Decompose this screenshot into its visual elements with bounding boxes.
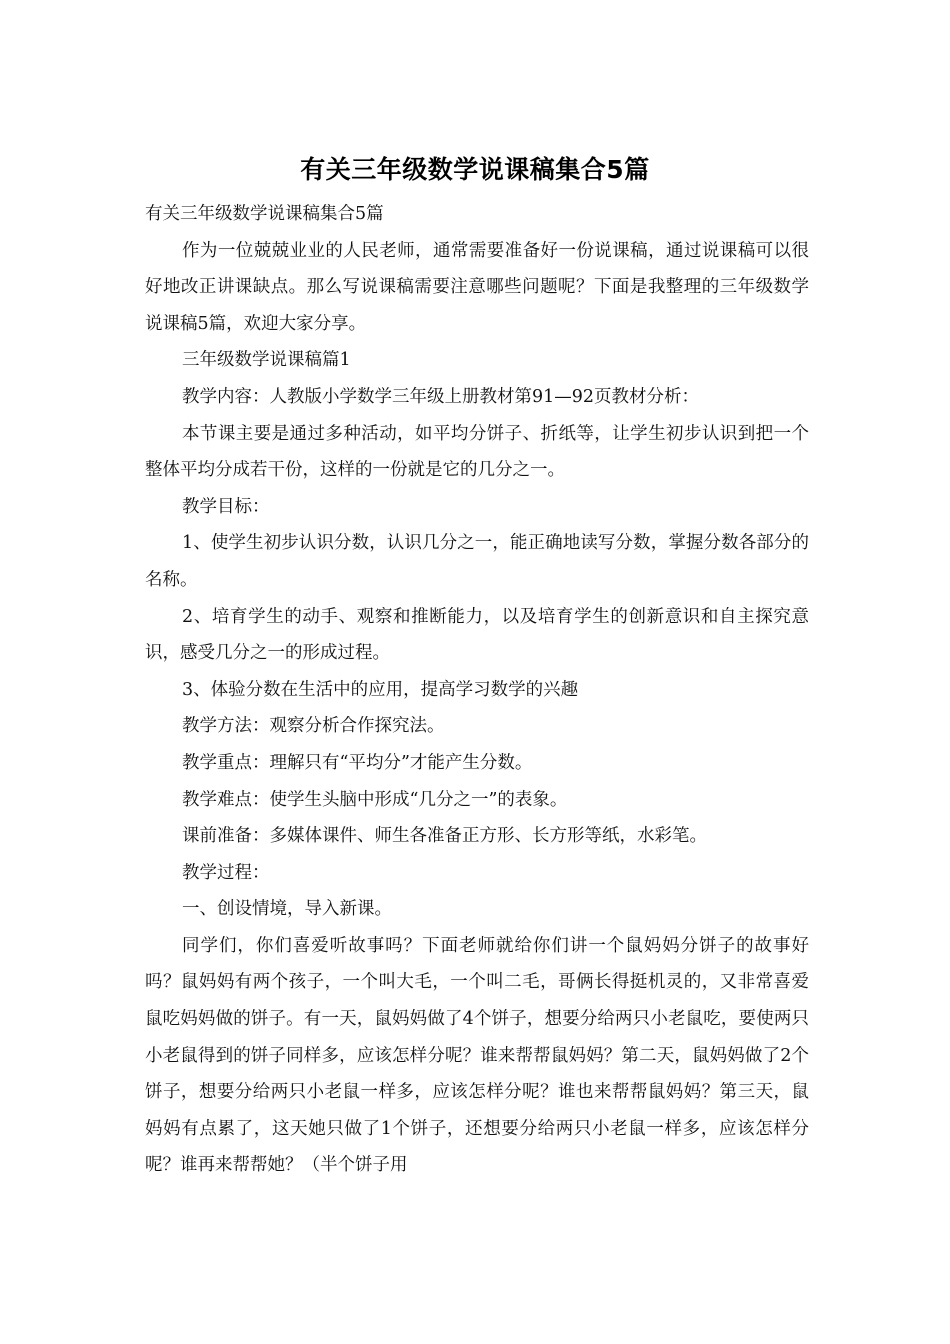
- teaching-method: 教学方法：观察分析合作探究法。: [182, 716, 445, 737]
- teaching-difficulty: 教学难点：使学生头脑中形成“几分之一”的表象。: [182, 789, 568, 810]
- goal-item-1: 1、使学生初步认识分数，认识几分之一，能正确地读写分数，掌握分数各部分的名称。: [145, 533, 809, 590]
- process-heading: 教学过程：: [182, 862, 270, 883]
- goals-heading: 教学目标：: [182, 496, 270, 517]
- subtitle-paragraph: 有关三年级数学说课稿集合5篇: [145, 204, 384, 224]
- section-heading: 三年级数学说课稿篇1: [182, 350, 351, 371]
- step-1-heading: 一、创设情境，导入新课。: [182, 899, 392, 920]
- story-paragraph: 同学们，你们喜爱听故事吗？下面老师就给你们讲一个鼠妈妈分饼子的故事好吗？鼠妈妈有两个孩子，一个叫大毛，一个叫二毛，哥俩长得挺机灵的，又非常喜爱鼠吃妈妈做的饼子。有一天，鼠妈妈做了4个饼子，想要分给两只小老鼠吃，要使两只小老鼠得到的饼子同样多，应该怎样分呢？谁来帮帮鼠妈妈？第二天，鼠妈妈做了2个饼子，想要分给两只小老鼠一样多，应该怎样分呢？谁也来帮帮鼠妈妈？第三天，鼠妈妈有点累了，这天她只做了1个饼子，还想要分给两只小老鼠一样多，应该怎样分呢？谁再来帮帮她？（半个饼子用: [145, 935, 809, 1176]
- intro-paragraph: 作为一位兢兢业业的人民老师，通常需要准备好一份说课稿，通过说课稿可以很好地改正讲课缺点。那么写说课稿需要注意哪些问题呢？下面是我整理的三年级数学说课稿5篇，欢迎大家分享。: [145, 240, 809, 334]
- teaching-content: 教学内容：人教版小学数学三年级上册教材第91—92页教材分析：: [182, 386, 700, 407]
- material-analysis: 本节课主要是通过多种活动，如平均分饼子、折纸等，让学生初步认识到把一个整体平均分成若干份，这样的一份就是它的几分之一。: [145, 423, 809, 481]
- document-title: 有关三年级数学说课稿集合5篇: [300, 155, 650, 184]
- goal-item-3: 3、体验分数在生活中的应用，提高学习数学的兴趣: [182, 679, 579, 700]
- teaching-focus: 教学重点：理解只有“平均分”才能产生分数。: [182, 752, 533, 773]
- document-body: [145, 196, 809, 1184]
- preparation: 课前准备：多媒体课件、师生各准备正方形、长方形等纸，水彩笔。: [182, 826, 707, 847]
- goal-item-2: 2、培育学生的动手、观察和推断能力，以及培育学生的创新意识和自主探究意识，感受几分之一的形成过程。: [145, 606, 809, 664]
